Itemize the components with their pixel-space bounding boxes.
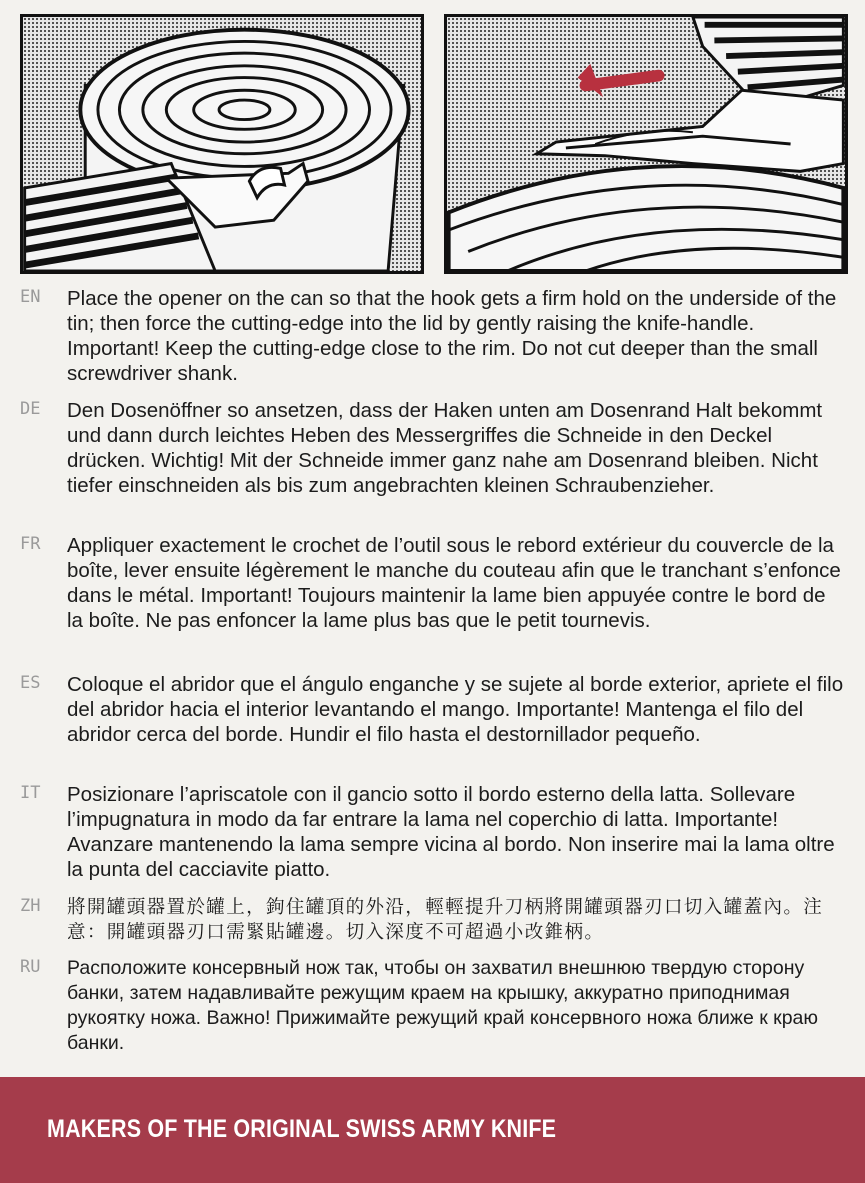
can-opener-hooked-drawing: [23, 17, 421, 271]
language-code: EN: [20, 287, 41, 307]
instruction-text: Den Dosenöffner so ansetzen, dass der Haken unten am Dosenrand Halt bekommt und dann durch leichtes Heben des Messergriffes die Schneide in den Deckel drücken. Wichtig! Mit der Schneide immer ganz nahe am Dosenrand bleiben. Nicht tiefer einschneiden als bis zum angebrachten kleinen Schraubenzieher.: [67, 399, 823, 497]
language-code: DE: [20, 399, 41, 419]
instruction-text: Расположите консервный нож так, чтобы он захватил внешнюю твердую сторону банки, затем надавливайте режущим краем на крышку, аккуратно приподнимая рукоятку ножа. Важно! Прижимайте режущий край консервного ножа ближе к краю банки.: [67, 957, 819, 1054]
instruction-text: Posizionare l’apriscatole con il gancio sotto il bordo esterno della latta. Sollevare l’impugnatura in modo da far entrare la lama nel coperchio di latta. Importante! Avanzare mantenendo la lama sempre vicina al bordo. Non inserire mai la lama oltre la punta del cacciavite piatto.: [67, 783, 835, 881]
instruction-text: 將開罐頭器置於罐上，鉤住罐頂的外沿，輕輕提升刀柄將開罐頭器刃口切入罐蓋內。注意：開罐頭器刃口需緊貼罐邊。切入深度不可超過小改錐柄。: [67, 897, 824, 943]
language-code: RU: [20, 957, 41, 977]
language-code: IT: [20, 783, 41, 803]
instruction-text: Coloque el abridor que el ángulo enganche y se sujete al borde exterior, apriete el filo del abridor hacia el interior levantando el mango. Importante! Mantenga el filo del abridor cerca del borde. Hundir el filo hasta el destornillador pequeño.: [67, 673, 844, 746]
illustration-cutting-along-rim: [444, 14, 848, 274]
footer-tagline: MAKERS OF THE ORIGINAL SWISS ARMY KNIFE: [47, 1115, 557, 1143]
language-code: ES: [20, 673, 41, 693]
instruction-text: Appliquer exactement le crochet de l’outil sous le rebord extérieur du couvercle de la boîte, lever ensuite légèrement le manche du couteau afin que le tranchant s’enfonce dans le métal. Important! Toujours maintenir la lame bien appuyée contre le bord de la boîte. Ne pas enfoncer la lame plus bas que le petit tournevis.: [67, 534, 841, 632]
illustration-can-opener-hooked: [20, 14, 424, 274]
footer-banner: [0, 1077, 865, 1183]
language-code: FR: [20, 534, 41, 554]
cutting-along-rim-drawing: [447, 17, 845, 271]
language-code: ZH: [20, 896, 41, 916]
instruction-text: Place the opener on the can so that the hook gets a firm hold on the underside of the tin; then force the cutting-edge into the lid by gently raising the knife-handle. Important! Keep the cutting-edge close to the rim. Do not cut deeper than the small screwdriver shank.: [67, 287, 837, 385]
